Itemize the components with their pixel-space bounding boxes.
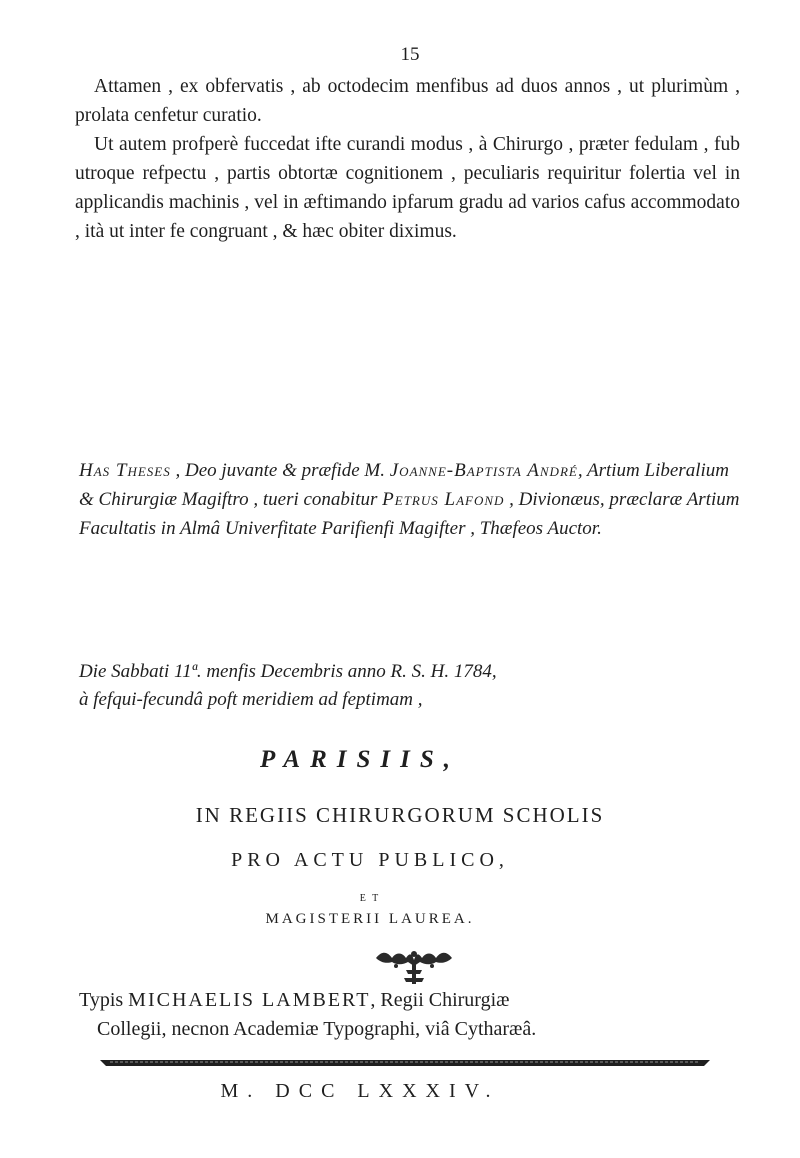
thesis-part-1: , Deo juvante & præfide M. [170, 460, 390, 481]
decorative-rule [100, 1059, 710, 1067]
thesis-part-3: , Divionæus, præclaræ Artium Facultatis in Almâ Univerfitate Parifienfi Magifter , Thæfeos Auctor. [79, 489, 740, 539]
body-text [75, 72, 740, 246]
paragraph-2: Ut autem profperè fuccedat ifte curandi modus , à Chirurgo , præter fedulam , fub utroque refpectu , partis obtortæ cognitionem , peculiaris requiritur folertia vel in applicandis machinis , vel in æftimando ipfarum gradu ad varios cafus accommodato , ità ut inter fe congruant , & hæc obiter diximus. [75, 134, 740, 242]
imprint-rest: , Regii Chirurgiæ [370, 989, 510, 1011]
thesis-announcement [79, 456, 744, 543]
defender-name: Petrus Lafond [382, 489, 505, 510]
printer-name: MICHAELIS LAMBERT [128, 989, 371, 1011]
thesis-part-2: , Artium Liberalium & Chirurgiæ Magiftro , tueri conabitur [79, 460, 729, 510]
city: PARISIIS, [259, 746, 460, 773]
page-number: 15 [400, 44, 420, 65]
imprint-line-2: Collegii, necnon Academiæ Typographi, viâ Cytharæâ. [97, 1018, 537, 1040]
thesis-lead: Has Theses [79, 460, 171, 481]
fleuron-ornament-icon [372, 948, 456, 988]
conjunction: E T [359, 893, 381, 904]
imprint-line-1 [79, 986, 759, 1015]
publication-year: M. DCC LXXXIV. [220, 1080, 500, 1102]
date-line-2: à fefqui-fecundâ poft meridiem ad feptimam , [79, 689, 423, 710]
imprint [79, 986, 759, 1044]
defense-date [79, 658, 744, 714]
imprint-typis: Typis [79, 989, 129, 1011]
venue: IN REGIIS CHIRURGORUM SCHOLIS [195, 803, 605, 827]
degree: MAGISTERII LAUREA. [265, 911, 475, 927]
paragraph-1: Attamen , ex obfervatis , ab octodecim menfibus ad duos annos , ut plurimùm , prolata cenfetur curatio. [75, 76, 740, 126]
purpose: PRO ACTU PUBLICO, [231, 849, 509, 871]
date-line-1: Die Sabbati 11ª. menfis Decembris anno R. S. H. 1784, [79, 661, 497, 682]
president-name: Joanne-Baptista André [389, 460, 578, 481]
